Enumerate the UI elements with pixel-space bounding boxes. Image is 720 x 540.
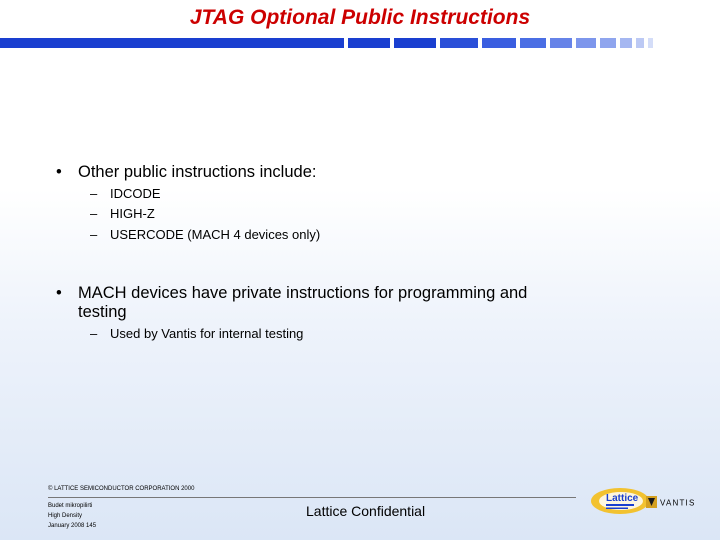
bar-segment: [648, 38, 653, 48]
bar-segment: [482, 38, 516, 48]
copyright-text: © LATTICE SEMICONDUCTOR CORPORATION 2000: [48, 486, 195, 492]
bullet-text-line1: MACH devices have private instructions for programming and: [78, 284, 528, 302]
title-underline-bar: [0, 38, 720, 48]
slide-title: JTAG Optional Public Instructions: [189, 6, 531, 29]
bar-segment: [620, 38, 632, 48]
dash: –: [90, 206, 98, 221]
vantis-logo: [646, 496, 712, 508]
bar-segment: [636, 38, 644, 48]
lattice-logo-text: Lattice: [606, 493, 639, 504]
sub-item: [90, 186, 161, 201]
footer-line-3: January 2008 145: [48, 523, 97, 529]
footer-line-1: Budet mikropilirti: [48, 503, 93, 509]
footer-line-2: High Density: [48, 513, 83, 519]
sub-item-text: USERCODE (MACH 4 devices only): [110, 227, 321, 242]
confidential-label: Lattice Confidential: [306, 503, 426, 519]
vantis-logo-text: VANTIS: [660, 498, 696, 508]
bar-segment: [576, 38, 596, 48]
bar-segment: [520, 38, 546, 48]
bullet-dot: •: [56, 284, 62, 302]
footer-divider: [48, 497, 576, 498]
bar-segment: [550, 38, 572, 48]
bullet-text: Other public instructions include:: [78, 163, 317, 181]
bar-segment: [348, 38, 390, 48]
bullet-text-line2: testing: [78, 303, 127, 321]
sub-item: [90, 206, 155, 221]
sub-item: [90, 227, 320, 242]
bar-segment: [600, 38, 616, 48]
sub-item-text: IDCODE: [110, 186, 161, 201]
sub-item: [90, 326, 303, 341]
bullet-dot: •: [56, 163, 62, 181]
bar-segment: [0, 38, 344, 48]
dash: –: [90, 186, 98, 201]
bar-segment: [394, 38, 436, 48]
dash: –: [90, 227, 98, 242]
lattice-logo: [590, 486, 650, 516]
dash: –: [90, 326, 98, 341]
sub-item-text: HIGH-Z: [110, 206, 155, 221]
bar-segment: [440, 38, 478, 48]
sub-item-text: Used by Vantis for internal testing: [110, 326, 304, 341]
